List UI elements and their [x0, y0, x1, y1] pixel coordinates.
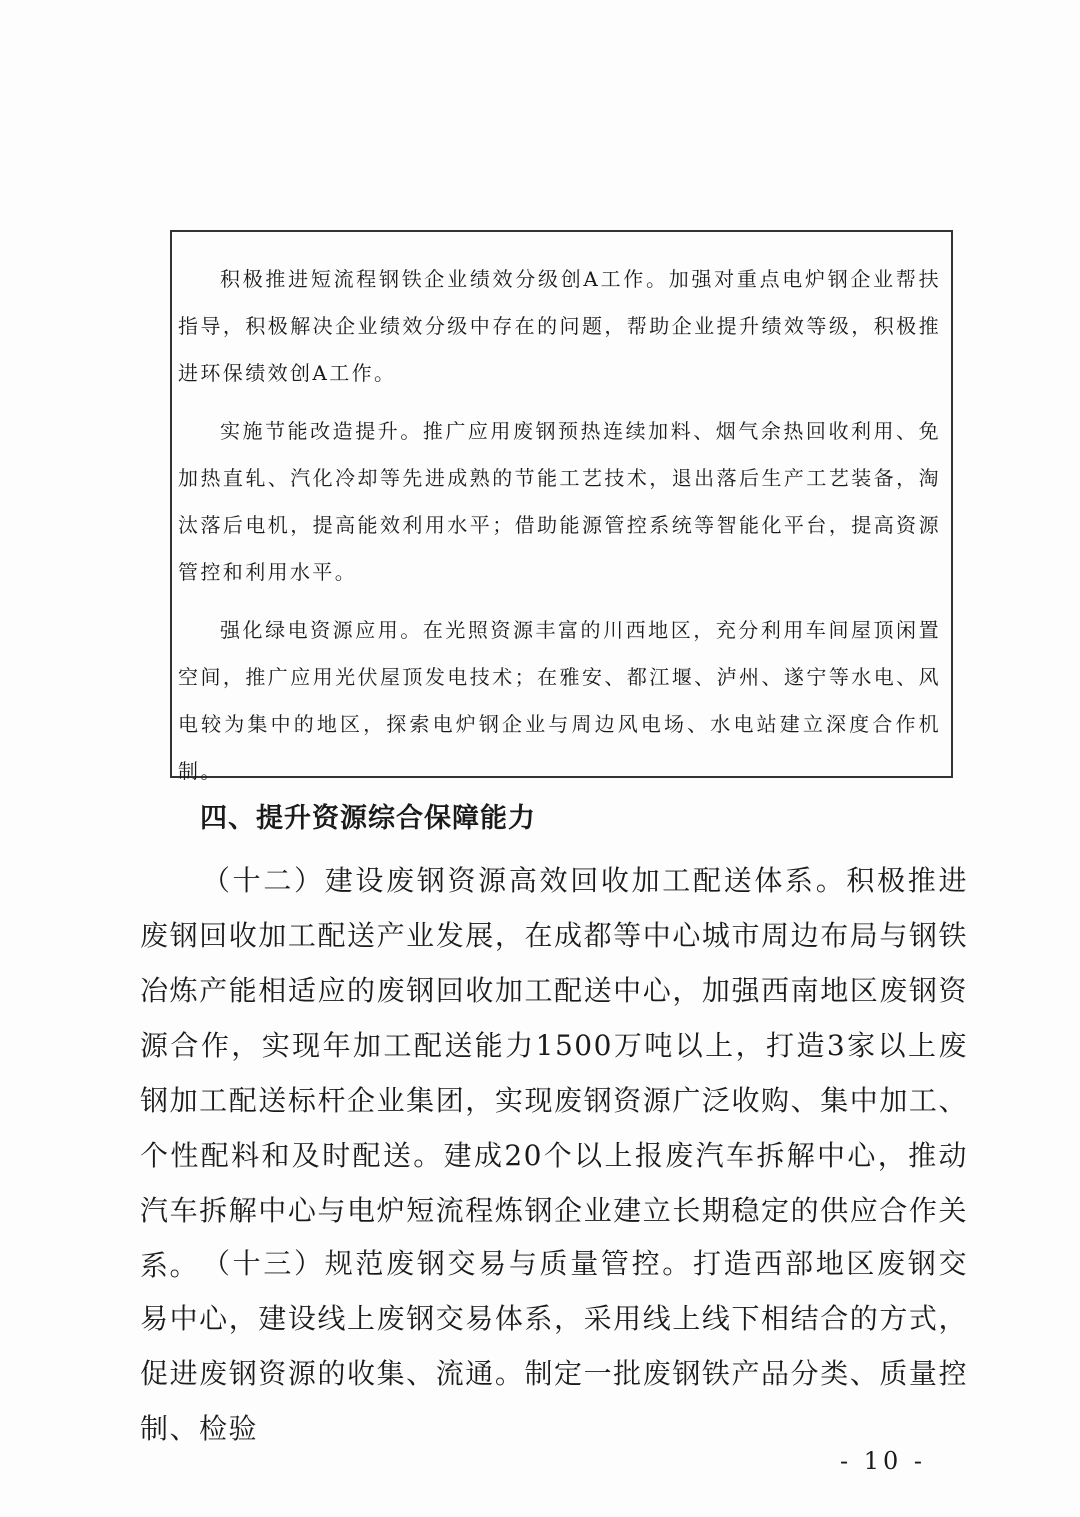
- boxed-note: [170, 230, 953, 783]
- paragraph-twelve: （十二）建设废钢资源高效回收加工配送体系。积极推进废钢回收加工配送产业发展，在成都等中心城市周边布局与钢铁冶炼产能相适应的废钢回收加工配送中心，加强西南地区废钢资源合作，实现年加工配送能力1500万吨以上，打造3家以上废钢加工配送标杆企业集团，实现废钢资源广泛收购、集中加工、个性配料和及时配送。建成20个以上报废汽车拆解中心，推动汽车拆解中心与电炉短流程炼钢企业建立长期稳定的供应合作关系。: [140, 864, 968, 1282]
- box-paragraph-energy-saving: 实施节能改造提升。推广应用废钢预热连续加料、烟气余热回收利用、免加热直轧、汽化冷却等先进成熟的节能工艺技术，退出落后生产工艺装备，淘汰落后电机，提高能效利用水平；借助能源管控系统等智能化平台，提高资源管控和利用水平。: [178, 419, 941, 584]
- paragraph-thirteen: （十三）规范废钢交易与质量管控。打造西部地区废钢交易中心，建设线上废钢交易体系，采用线上线下相结合的方式，促进废钢资源的收集、流通。制定一批废钢铁产品分类、质量控制、检验: [140, 1247, 968, 1445]
- box-paragraph-green-power: 强化绿电资源应用。在光照资源丰富的川西地区，充分利用车间屋顶闲置空间，推广应用光伏屋顶发电技术；在雅安、都江堰、泸州、遂宁等水电、风电较为集中的地区，探索电炉钢企业与周边风电场、水电站建立深度合作机制。: [178, 618, 941, 783]
- page-number: - 10 -: [840, 1447, 927, 1475]
- section-heading: 四、提升资源综合保障能力: [200, 803, 536, 834]
- box-paragraph-performance: 积极推进短流程钢铁企业绩效分级创A工作。加强对重点电炉钢企业帮扶指导，积极解决企业绩效分级中存在的问题，帮助企业提升绩效等级，积极推进环保绩效创A工作。: [178, 267, 941, 385]
